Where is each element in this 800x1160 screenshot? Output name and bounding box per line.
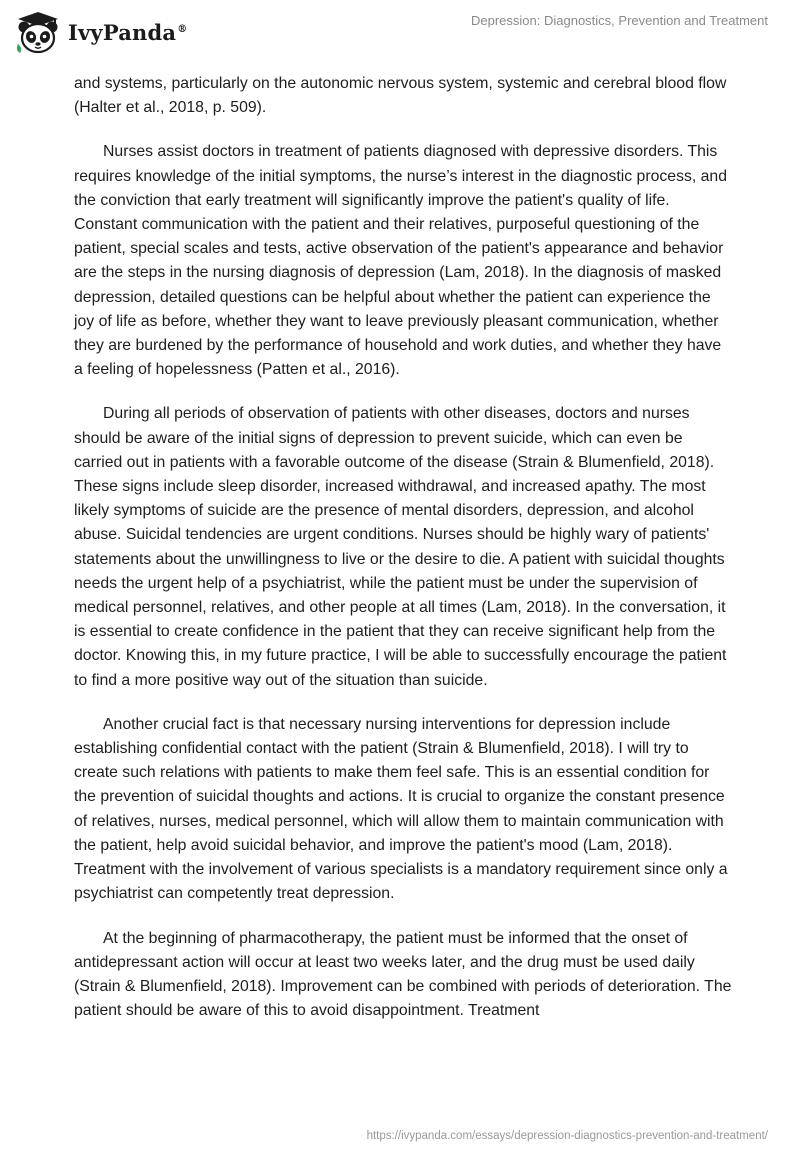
- brand-name: IvyPanda®: [68, 19, 188, 45]
- document-title: Depression: Diagnostics, Prevention and Treatment: [471, 13, 768, 28]
- paragraph-4: Another crucial fact is that necessary nursing interventions for depression include establishing confidential contact with the patient (Strain & Blumenfield, 2018). I will try to create such relations with patients to make them feel safe. This is an essential condition for the prevention of suicidal thoughts and actions. It is crucial to organize the constant presence of relatives, nurses, medical personnel, which will allow them to maintain communication with the patient, help avoid suicidal behavior, and improve the patient's mood (Lam, 2018). Treatment with the involvement of various specialists is a mandatory requirement since only a psychiatrist can competently treat depression.: [74, 715, 728, 903]
- paragraph-5: At the beginning of pharmacotherapy, the patient must be informed that the onset of antidepressant action will occur at least two weeks later, and the drug must be used daily (Strain & Blumenfield, 2018). Improvement can be combined with periods of deterioration. The patient should be aware of this to avoid disappointment. Treatment: [74, 929, 732, 1020]
- page-header: [0, 0, 800, 62]
- footer-url[interactable]: https://ivypanda.com/essays/depression-diagnostics-prevention-and-treatment/: [366, 1130, 768, 1142]
- paragraph-1: and systems, particularly on the autonomic nervous system, systemic and cerebral blood flow (Halter et al., 2018, p. 509).: [74, 75, 727, 117]
- essay-body: [74, 72, 734, 1043]
- registered-mark: ®: [177, 23, 188, 35]
- paragraph-3: During all periods of observation of patients with other diseases, doctors and nurses should be aware of the initial signs of depression to prevent suicide, which can even be carried out in patients with a favorable outcome of the disease (Strain & Blumenfield, 2018). These signs include sleep disorder, increased withdrawal, and increased apathy. The most likely symptoms of suicide are the presence of mental disorders, depression, and alcohol abuse. Suicidal tendencies are urgent conditions. Nurses should be highly wary of patients' statements about the unwillingness to live or the desire to die. A patient with suicidal thoughts needs the urgent help of a psychiatrist, while the patient must be under the supervision of medical personnel, relatives, and other people at all times (Lam, 2018). In the conversation, it is essential to create confidence in the patient that they can receive significant help from the doctor. Knowing this, in my future practice, I will be able to successfully encourage the patient to find a more positive way out of the situation than suicide.: [74, 405, 727, 689]
- paragraph-2: Nurses assist doctors in treatment of patients diagnosed with depressive disorders. This requires knowledge of the initial symptoms, the nurse’s interest in the diagnostic process, and the conviction that early treatment will significantly improve the patient's quality of life. Constant communication with the patient and their relatives, purposeful questioning of the patient, special scales and tests, active observation of the patient's appearance and behavior are the steps in the nursing diagnosis of depression (Lam, 2018). In the diagnosis of masked depression, detailed questions can be helpful about whether the patient can experience the joy of life as before, whether they want to leave previously pleasant communication, whether they are burdened by the performance of household and work duties, and whether they have a feeling of hopelessness (Patten et al., 2016).: [74, 143, 727, 379]
- panda-graduate-icon: [14, 10, 62, 54]
- brand-logo[interactable]: [14, 10, 187, 54]
